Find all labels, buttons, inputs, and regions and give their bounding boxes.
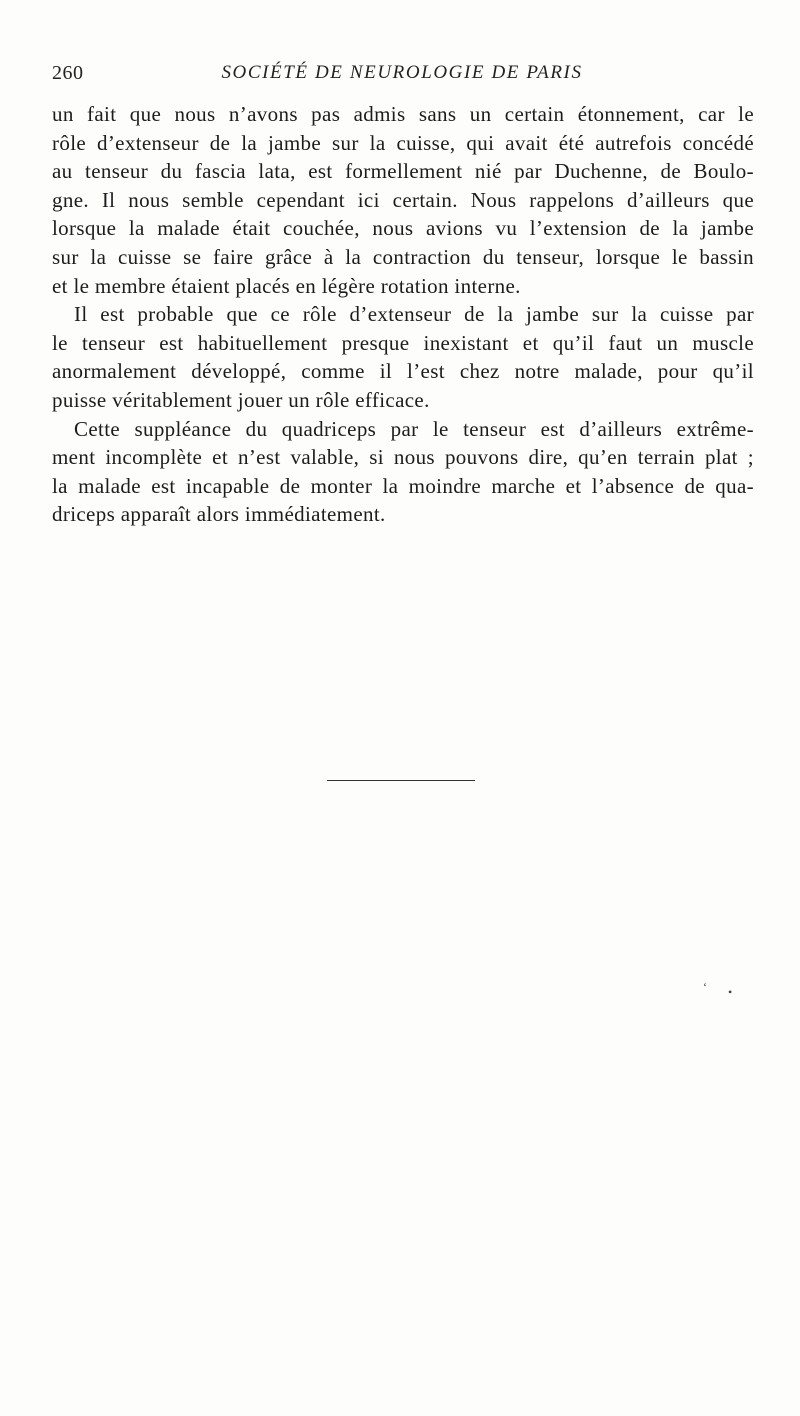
text-line: Cette suppléance du quadriceps par le tenseur est d’ailleurs extrême-: [74, 416, 754, 441]
text-line: sur la cuisse se faire grâce à la contraction du tenseur, lorsque le bassin: [52, 244, 754, 269]
text-line: rôle d’extenseur de la jambe sur la cuisse, qui avait été autrefois concédé: [52, 130, 754, 155]
running-head: [52, 62, 752, 92]
print-speck: ‘: [703, 980, 707, 994]
print-speck: •: [728, 985, 733, 999]
journal-title: SOCIÉTÉ DE NEUROLOGIE DE PARIS: [221, 62, 583, 83]
text-line: ment incomplète et n’est valable, si nous pouvons dire, qu’en terrain plat ;: [52, 445, 754, 470]
text-line: puisse véritablement jouer un rôle efficace.: [52, 387, 430, 412]
body-text: [52, 100, 754, 529]
text-line: la malade est incapable de monter la moindre marche et l’absence de qua-: [52, 473, 754, 498]
text-line: lorsque la malade était couchée, nous avions vu l’extension de la jambe: [52, 216, 754, 241]
text-line: le tenseur est habituellement presque inexistant et qu’il faut un muscle: [52, 330, 754, 355]
text-line: anormalement développé, comme il l’est chez notre malade, pour qu’il: [52, 359, 754, 384]
section-divider-rule: [327, 780, 475, 781]
text-line: et le membre étaient placés en légère rotation interne.: [52, 273, 521, 298]
page-number: 260: [52, 62, 84, 84]
text-line: Il est probable que ce rôle d’extenseur de la jambe sur la cuisse par: [74, 302, 754, 327]
text-line: driceps apparaît alors immédiatement.: [52, 502, 386, 527]
text-line: un fait que nous n’avons pas admis sans un certain étonnement, car le: [52, 102, 754, 126]
text-line: au tenseur du fascia lata, est formellement nié par Duchenne, de Boulo-: [52, 159, 754, 184]
text-line: gne. Il nous semble cependant ici certain. Nous rappelons d’ailleurs que: [52, 187, 754, 212]
